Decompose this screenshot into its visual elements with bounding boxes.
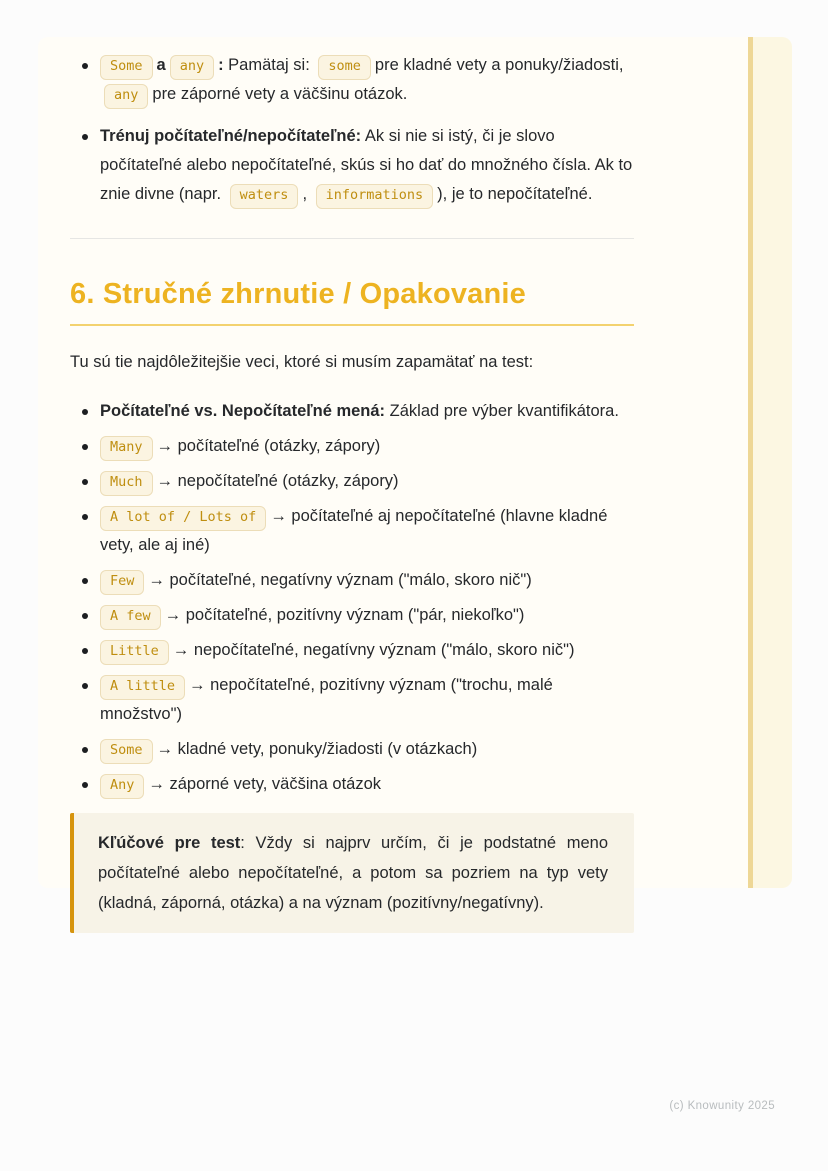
text-run: : Vždy si najprv určím, či je podstatné meno počítateľné alebo nepočítateľné, a potom sa pozriem na typ vety (kladná, záporná, otázka) a na význam (pozitívny/negatívny). (98, 834, 608, 912)
text-run: , (302, 185, 312, 203)
code-badge: Some (100, 55, 153, 80)
text-run: → počítateľné, negatívny význam ("málo, skoro nič") (148, 571, 532, 589)
list-item (70, 432, 634, 461)
text-run: → nepočítateľné (otázky, zápory) (156, 472, 399, 490)
list-item (70, 671, 634, 729)
list-item (70, 636, 634, 665)
page-margin-stripe (748, 37, 792, 888)
list-item (70, 566, 634, 595)
bold-text: Trénuj počítateľné/nepočítateľné: (100, 127, 362, 145)
text-run: Pamätaj si: (223, 56, 315, 74)
code-badge: A little (100, 675, 185, 700)
text-run: pre záporné vety a väčšinu otázok. (152, 85, 408, 103)
copyright-footer: (c) Knowunity 2025 (669, 1100, 775, 1112)
list-item (70, 397, 634, 426)
section-heading: 6. Stručné zhrnutie / Opakovanie (70, 278, 634, 326)
text-run: → počítateľné, pozitívny význam ("pár, niekoľko") (164, 606, 525, 624)
text-run: → kladné vety, ponuky/žiadosti (v otázkach) (156, 740, 478, 758)
code-badge: any (170, 55, 214, 80)
text-run: Základ pre výber kvantifikátora. (385, 402, 619, 420)
code-badge: A lot of / Lots of (100, 506, 266, 531)
text-run: ), je to nepočítateľné. (437, 185, 593, 203)
list-item (70, 770, 634, 799)
text-run: → záporné vety, väčšina otázok (148, 775, 382, 793)
document-page (38, 37, 792, 912)
code-badge: A few (100, 605, 161, 630)
list-item (70, 467, 634, 496)
list-item (70, 735, 634, 764)
code-badge: some (318, 55, 371, 80)
bold-text: : (218, 56, 224, 74)
key-callout-text (98, 828, 608, 918)
text-run: → nepočítateľné, pozitívny význam ("trochu, malé množstvo") (100, 676, 553, 723)
code-badge: informations (316, 184, 434, 209)
intro-list (70, 51, 634, 209)
key-callout (70, 813, 634, 933)
section-divider (70, 238, 634, 239)
bold-text: Počítateľné vs. Nepočítateľné mená: (100, 402, 386, 420)
intro-paragraph: Tu sú tie najdôležitejšie veci, ktoré si musím zapamätať na test: (70, 353, 534, 371)
list-item (70, 502, 634, 560)
bold-text: Kľúčové pre test (98, 834, 241, 852)
list-item (70, 601, 634, 630)
list-item (70, 51, 634, 109)
code-badge: any (104, 84, 148, 109)
text-run: pre kladné vety a ponuky/žiadosti, (374, 56, 624, 74)
text-run: → počítateľné aj nepočítateľné (hlavne kladné vety, ale aj iné) (100, 507, 608, 554)
document-content (70, 37, 634, 933)
list-item (70, 122, 634, 209)
code-badge: Much (100, 471, 153, 496)
text-run: → počítateľné (otázky, zápory) (156, 437, 381, 455)
summary-list (70, 397, 634, 799)
code-badge: Many (100, 436, 153, 461)
code-badge: Any (100, 774, 144, 799)
code-badge: Few (100, 570, 144, 595)
code-badge: Little (100, 640, 169, 665)
code-badge: waters (230, 184, 299, 209)
code-badge: Some (100, 739, 153, 764)
bold-text: a (156, 56, 166, 74)
text-run: Ak si nie si istý, či je slovo počítateľné alebo nepočítateľné, skús si ho dať do množného čísla. Ak to znie divne (napr. (100, 127, 633, 203)
text-run: → nepočítateľné, negatívny význam ("málo, skoro nič") (172, 641, 575, 659)
